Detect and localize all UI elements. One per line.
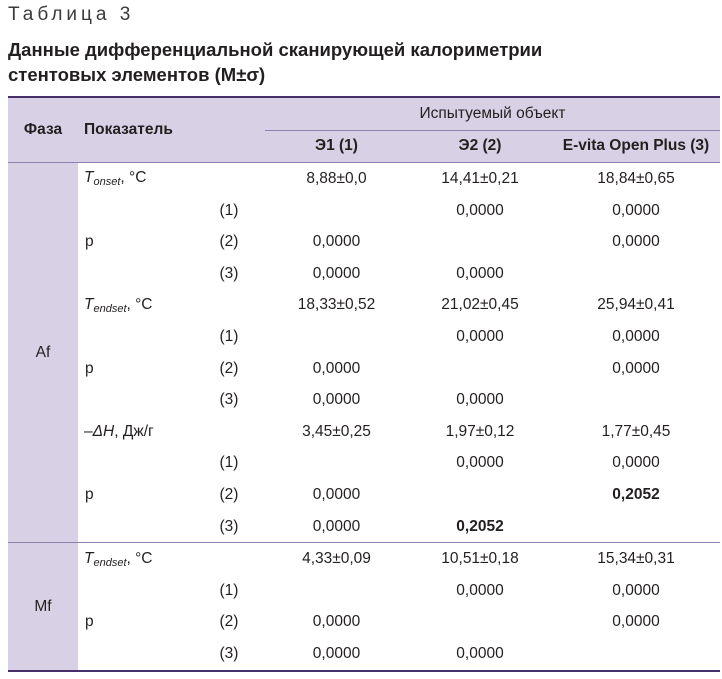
- table-row: [8, 290, 720, 322]
- value-cell: 0,0000: [265, 226, 408, 258]
- value-cell: 0,0000: [552, 195, 720, 227]
- phase-mf: Mf: [8, 543, 78, 671]
- value-cell: 4,33±0,09: [265, 543, 408, 575]
- indicator-tendset: $T_{endset}$, °C: [78, 290, 265, 322]
- value-cell: [408, 607, 552, 639]
- header-indicator: Показатель: [78, 97, 265, 163]
- value-cell: 0,0000: [408, 384, 552, 416]
- value-cell: [552, 511, 720, 543]
- row-index: (3): [193, 384, 265, 416]
- value-cell: [408, 353, 552, 385]
- table-row: [8, 195, 720, 227]
- value-cell: [552, 384, 720, 416]
- value-cell: [552, 638, 720, 671]
- value-cell: 0,0000: [265, 511, 408, 543]
- value-cell: [552, 258, 720, 290]
- value-cell: 0,0000: [552, 607, 720, 639]
- row-index: (1): [193, 321, 265, 353]
- value-cell: 18,33±0,52: [265, 290, 408, 322]
- value-cell: 0,0000: [552, 353, 720, 385]
- value-cell: 25,94±0,41: [552, 290, 720, 322]
- table-row: [8, 321, 720, 353]
- value-cell: 0,0000: [552, 226, 720, 258]
- table-label: Таблица 3: [8, 4, 135, 25]
- value-cell: [408, 479, 552, 511]
- indicator-delta-h: –ΔH, Дж/г: [78, 416, 265, 448]
- value-cell: 0,0000: [408, 638, 552, 671]
- value-cell: 0,0000: [552, 448, 720, 480]
- value-cell: 0,0000: [408, 448, 552, 480]
- value-cell: 21,02±0,45: [408, 290, 552, 322]
- title-line-1: Данные дифференциальной сканирующей калориметрии: [8, 39, 543, 60]
- row-index: (2): [193, 353, 265, 385]
- table-row: [8, 575, 720, 607]
- value-cell: 0,0000: [265, 353, 408, 385]
- indicator-tendset: $T_{endset}$, °C: [78, 543, 265, 575]
- value-cell-bold: 0,2052: [408, 511, 552, 543]
- table-title: [8, 37, 708, 87]
- value-cell: 0,0000: [408, 195, 552, 227]
- value-cell: 0,0000: [552, 321, 720, 353]
- row-index: (3): [193, 258, 265, 290]
- table-row: [8, 543, 720, 575]
- value-cell: [265, 448, 408, 480]
- value-cell: 14,41±0,21: [408, 163, 552, 195]
- value-cell: 0,0000: [265, 258, 408, 290]
- value-cell: [265, 575, 408, 607]
- header-col-3: E-vita Open Plus (3): [552, 130, 720, 163]
- indicator-tonset: $T_{onset}$, °C: [78, 163, 265, 195]
- value-cell-bold: 0,2052: [552, 479, 720, 511]
- header-col-1: Э1 (1): [265, 130, 408, 163]
- p-label: p: [78, 195, 193, 290]
- value-cell: 15,34±0,31: [552, 543, 720, 575]
- value-cell: [265, 321, 408, 353]
- row-index: (2): [193, 607, 265, 639]
- value-cell: [265, 195, 408, 227]
- dsc-table: [8, 96, 720, 672]
- p-label: p: [78, 575, 193, 671]
- row-index: (3): [193, 638, 265, 671]
- value-cell: 0,0000: [265, 607, 408, 639]
- value-cell: 8,88±0,0: [265, 163, 408, 195]
- row-index: (1): [193, 575, 265, 607]
- table-row: [8, 448, 720, 480]
- value-cell: 0,0000: [265, 479, 408, 511]
- title-line-2: стентовых элементов (M±σ): [8, 64, 266, 85]
- value-cell: 1,97±0,12: [408, 416, 552, 448]
- value-cell: 0,0000: [552, 575, 720, 607]
- table-row: [8, 416, 720, 448]
- row-index: (2): [193, 226, 265, 258]
- header-col-2: Э2 (2): [408, 130, 552, 163]
- value-cell: 0,0000: [408, 321, 552, 353]
- p-label: p: [78, 448, 193, 543]
- row-index: (1): [193, 448, 265, 480]
- p-label: p: [78, 321, 193, 416]
- row-index: (3): [193, 511, 265, 543]
- value-cell: 3,45±0,25: [265, 416, 408, 448]
- value-cell: 0,0000: [408, 258, 552, 290]
- row-index: (1): [193, 195, 265, 227]
- value-cell: 18,84±0,65: [552, 163, 720, 195]
- phase-af: Af: [8, 163, 78, 543]
- value-cell: 0,0000: [265, 384, 408, 416]
- header-test-object: Испытуемый объект: [265, 97, 720, 130]
- value-cell: 0,0000: [265, 638, 408, 671]
- value-cell: 10,51±0,18: [408, 543, 552, 575]
- header-phase: Фаза: [8, 97, 78, 163]
- value-cell: 1,77±0,45: [552, 416, 720, 448]
- table-row: [8, 163, 720, 195]
- value-cell: 0,0000: [408, 575, 552, 607]
- row-index: (2): [193, 479, 265, 511]
- value-cell: [408, 226, 552, 258]
